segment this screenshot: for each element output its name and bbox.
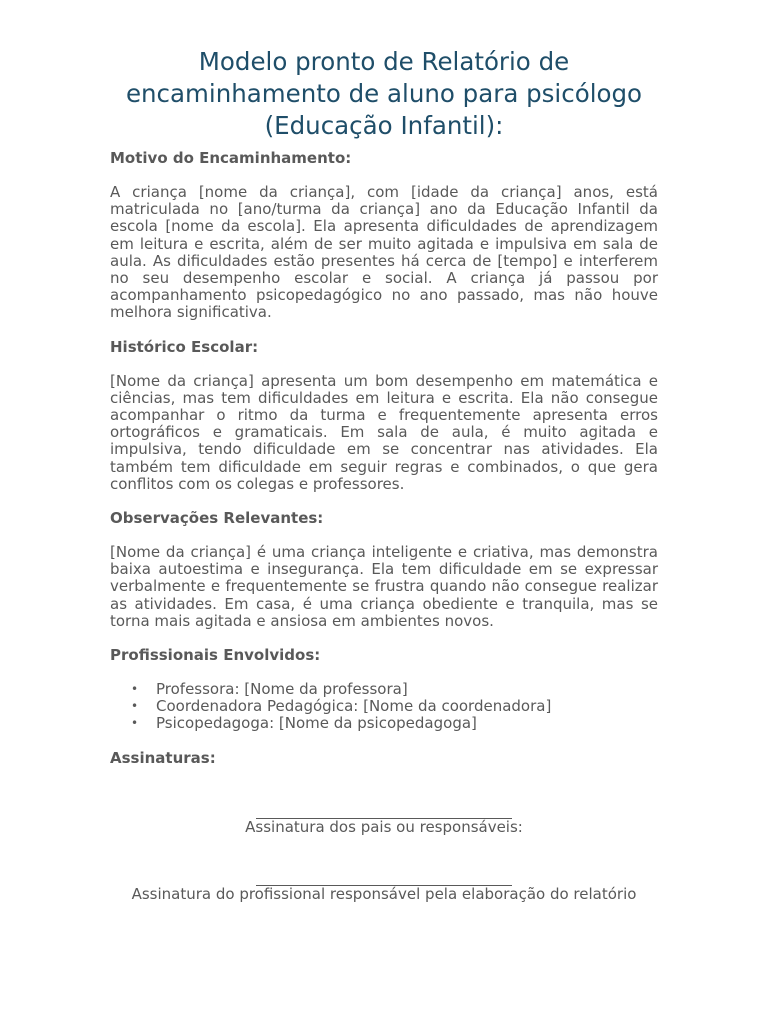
section-heading-assinaturas: Assinaturas: [110,748,216,767]
bullet-icon: • [131,699,139,714]
list-item [131,680,658,699]
section-body-historico: [Nome da criança] apresenta um bom desempenho em matemática e ciências, mas tem dificuldades em leitura e escrita. Ela não consegue acompanhar o ritmo da turma e frequentemente apresenta erros ortográficos e gramaticais. Em sala de aula, é muito agitada e impulsiva, tendo dificuldade em se concentrar nas atividades. Ela também tem dificuldade em seguir regras e combinados, o que gera conflitos com os colegas e professores. [110,371,658,493]
section-heading-historico: Histórico Escolar: [110,337,259,356]
signature-block-parents [110,817,658,836]
signature-block-professional [110,884,658,903]
bullet-icon: • [131,682,139,697]
list-item [131,714,658,733]
professional-item-psicopedagoga: Psicopedagoga: [Nome da psicopedagoga] [156,714,477,733]
section-body-observacoes: [Nome da criança] é uma criança inteligente e criativa, mas demonstra baixa autoestima e insegurança. Ela tem dificuldade em se expressar verbalmente e frequentemente se frustra quando não consegue realizar as atividades. Em casa, é uma criança obediente e tranquila, mas se torna mais agitada e ansiosa em ambientes novos. [110,543,658,630]
professional-item-coordenadora: Coordenadora Pedagógica: [Nome da coordenadora] [156,697,552,716]
professional-item-professora: Professora: [Nome da professora] [156,680,408,699]
document-title: Modelo pronto de Relatório de encaminhamento de aluno para psicólogo (Educação Infantil): [125,47,643,140]
section-body-motivo: A criança [nome da criança], com [idade da criança] anos, está matriculada no [ano/turma da criança] ano da Educação Infantil da escola [nome da escola]. Ela apresenta dificuldades de aprendizagem em leitura e escrita, além de ser muito agitada e impulsiva em sala de aula. As dificuldades estão presentes há cerca de [tempo] e interferem no seu desempenho escolar e social. A criança já passou por acompanhamento psicopedagógico no ano passado, mas não houve melhora significativa. [110,183,658,322]
section-heading-motivo: Motivo do Encaminhamento: [110,149,352,167]
professionals-list [110,681,658,733]
bullet-icon: • [131,716,139,731]
section-heading-profissionais: Profissionais Envolvidos: [110,646,321,665]
signature-label-parents: Assinatura dos pais ou responsáveis: [245,817,523,836]
list-item [131,697,658,716]
signature-label-professional: Assinatura do profissional responsável pela elaboração do relatório [131,884,637,903]
section-heading-observacoes: Observações Relevantes: [110,509,324,528]
